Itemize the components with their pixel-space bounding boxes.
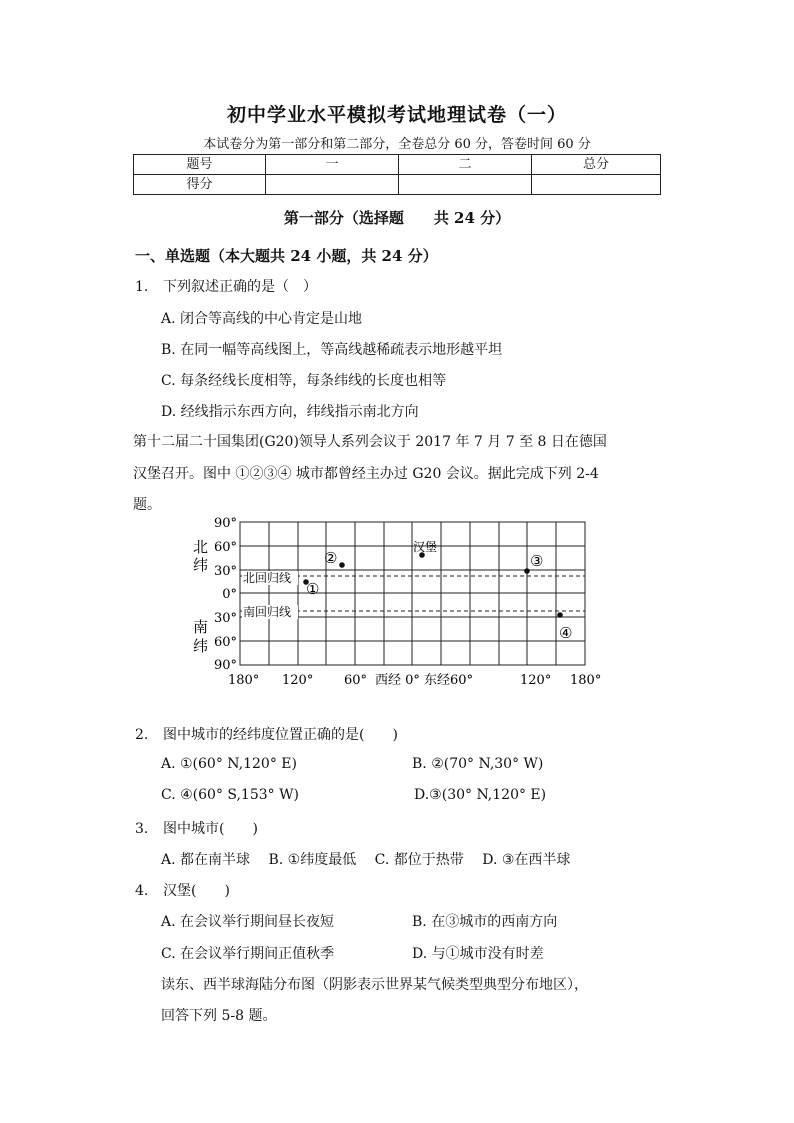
- score-header-cell: 二: [399, 155, 532, 175]
- score-cell[interactable]: [532, 175, 661, 195]
- q3-options: A. 都在南半球 B. ①纬度最低 C. 都位于热带 D. ③在西半球: [161, 852, 571, 868]
- question-text: 图中城市的经纬度位置正确的是( ): [163, 727, 398, 743]
- question-2-stem: [135, 724, 398, 744]
- lat-lon-grid-map: [180, 512, 620, 694]
- q1-option-c: C. 每条经线长度相等，每条纬线的长度也相等: [161, 373, 447, 389]
- lon-tick-label: 西经 0° 东经60°: [375, 673, 474, 688]
- question-3-stem: [135, 818, 258, 838]
- question-text: 下列叙述正确的是（ ）: [163, 279, 317, 295]
- lon-tick-label: 180°: [228, 673, 260, 688]
- city-3-label: ③: [530, 552, 544, 570]
- city-2-dot: [339, 562, 345, 568]
- north-label: 北: [193, 538, 209, 556]
- question-1-stem: [135, 276, 317, 296]
- q1-option-a: A. 闭合等高线的中心肯定是山地: [161, 311, 363, 327]
- score-cell[interactable]: [266, 175, 399, 195]
- exam-subtitle: 本试卷分为第一部分和第二部分，全卷总分 60 分，答卷时间 60 分: [203, 137, 591, 152]
- lat-tick-label: 30°: [213, 611, 237, 626]
- score-header-cell: 一: [266, 155, 399, 175]
- lat-tick-label: 60°: [213, 635, 237, 650]
- q4-option-c: C. 在会议举行期间正值秋季: [161, 946, 335, 962]
- exam-title: 初中学业水平模拟考试地理试卷（一）: [226, 104, 567, 126]
- question-number: 2.: [135, 727, 149, 743]
- city-4-dot: [557, 612, 563, 618]
- closing-line-2: 回答下列 5-8 题。: [161, 1008, 277, 1024]
- lon-tick-label: 60°: [344, 673, 368, 688]
- q4-option-d: D. 与①城市没有时差: [412, 946, 544, 962]
- lon-tick-label: 120°: [282, 673, 314, 688]
- q2-option-d: D.③(30° N,120° E): [414, 787, 547, 803]
- score-header-cell: 题号: [134, 155, 266, 175]
- q2-option-a: A. ①(60° N,120° E): [161, 756, 297, 772]
- city-4-label: ④: [559, 624, 573, 642]
- score-table-header-row: [134, 155, 661, 175]
- question-number: 1.: [135, 279, 149, 295]
- q2-option-c: C. ④(60° S,153° W): [161, 787, 299, 803]
- closing-line-1: 读东、西半球海陆分布图（阴影表示世界某气候类型典型分布地区），: [161, 977, 588, 993]
- latitude-labels: [214, 516, 237, 673]
- question-text: 图中城市( ): [163, 821, 258, 837]
- tropic-south-label: 南回归线: [243, 605, 292, 619]
- lat-tick-label: 0°: [222, 587, 237, 602]
- score-row-label: 得分: [134, 175, 266, 195]
- part1-title: 第一部分（选择题 共 24 分）: [283, 209, 511, 227]
- q2-option-b: B. ②(70° N,30° W): [412, 756, 544, 772]
- north-label: 纬: [193, 556, 209, 574]
- q4-option-b: B. 在③城市的西南方向: [412, 914, 558, 930]
- lat-tick-label: 60°: [213, 540, 237, 555]
- hamburg-label: 汉堡: [413, 540, 438, 554]
- lat-tick-label: 90°: [213, 658, 237, 673]
- lat-tick-label: 90°: [213, 516, 237, 531]
- question-4-stem: [135, 880, 230, 900]
- question-text: 汉堡( ): [163, 883, 230, 899]
- q1-option-d: D. 经线指示东西方向，纬线指示南北方向: [161, 404, 419, 420]
- city-2-label: ②: [324, 549, 338, 567]
- tropic-north-label: 北回归线: [243, 571, 292, 585]
- section1-title: 一、单选题（本大题共 24 小题，共 24 分）: [135, 247, 438, 265]
- question-number: 4.: [135, 883, 149, 899]
- intro-line-3: 题。: [133, 497, 161, 513]
- city-1-label: ①: [306, 580, 320, 598]
- longitude-labels: [228, 673, 601, 688]
- score-cell[interactable]: [399, 175, 532, 195]
- score-header-cell: 总分: [532, 155, 661, 175]
- intro-line-1: 第十二届二十国集团(G20)领导人系列会议于 2017 年 7 月 7 至 8 日在德国: [133, 434, 607, 450]
- south-label: 纬: [193, 637, 209, 655]
- lat-tick-label: 30°: [213, 564, 237, 579]
- lon-tick-label: 180°: [570, 673, 602, 688]
- city-markers: [303, 540, 572, 642]
- lon-tick-label: 120°: [520, 673, 552, 688]
- score-table: [133, 154, 661, 195]
- south-label: 南: [193, 618, 209, 636]
- intro-line-2: 汉堡召开。图中 ①②③④ 城市都曾经主办过 G20 会议。据此完成下列 2-4: [133, 466, 599, 482]
- q1-option-b: B. 在同一幅等高线图上，等高线越稀疏表示地形越平坦: [161, 342, 503, 358]
- question-number: 3.: [135, 821, 149, 837]
- city-3-dot: [524, 568, 530, 574]
- q4-option-a: A. 在会议举行期间昼长夜短: [161, 914, 335, 930]
- hemisphere-labels: [193, 538, 208, 655]
- score-table-score-row: [134, 175, 661, 195]
